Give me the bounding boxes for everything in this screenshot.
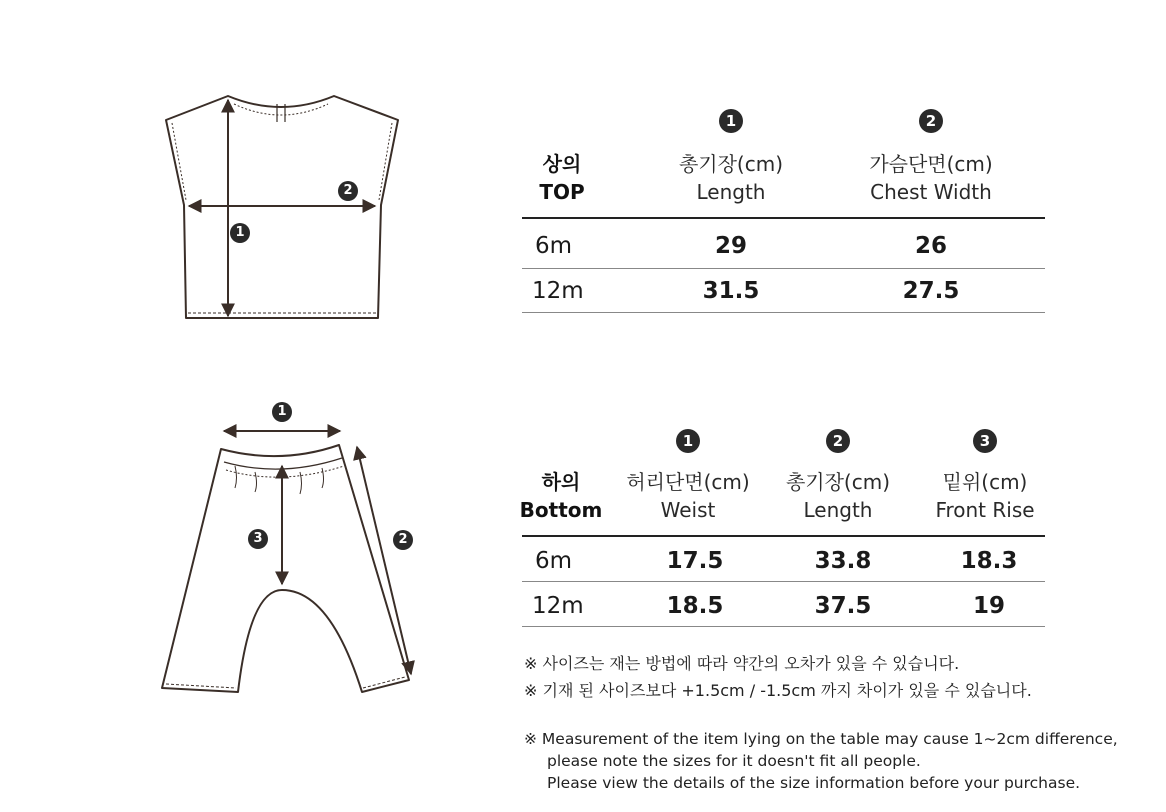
note-en-1: ※ Measurement of the item lying on the table may cause 1~2cm difference, — [524, 730, 1118, 748]
bottom-label — [517, 468, 605, 524]
bottom-row-12m-size: 12m — [532, 593, 584, 619]
note-en-2: please note the sizes for it doesn't fit all people. — [547, 752, 921, 770]
bottom-row-6m-size: 6m — [535, 548, 573, 574]
bottom-col2-ko: 총기장(cm) — [785, 470, 891, 494]
bottom-row-12m-rise: 19 — [972, 593, 1005, 619]
bottom-col3-ko: 밑위(cm) — [942, 470, 1028, 494]
top-chest-marker: 2 — [338, 181, 358, 201]
bottom-header-rule — [522, 535, 1045, 537]
bottom-col1-number: 1 — [676, 429, 700, 453]
bottom-row-12m-waist: 18.5 — [666, 593, 724, 619]
bottom-col3-header — [910, 468, 1060, 524]
top-table-bottom-rule — [522, 312, 1045, 313]
top-col2-header — [850, 150, 1012, 206]
bottom-col3-number: 3 — [973, 429, 997, 453]
top-col2-en: Chest Width — [870, 180, 992, 204]
note-ko-1: ※ 사이즈는 재는 방법에 따라 약간의 오차가 있을 수 있습니다. — [524, 654, 960, 673]
top-row-6m-chest: 26 — [914, 233, 947, 259]
top-col2-ko: 가슴단면(cm) — [869, 152, 993, 176]
top-label-ko: 상의 — [542, 152, 582, 176]
top-row-12m-chest: 27.5 — [902, 278, 960, 304]
top-col1-ko: 총기장(cm) — [678, 152, 784, 176]
bottom-row-12m-length: 37.5 — [814, 593, 872, 619]
bottom-col2-number: 2 — [826, 429, 850, 453]
bottom-length-marker: 2 — [393, 530, 413, 550]
pants-outline — [162, 445, 409, 692]
bottom-col3-en: Front Rise — [935, 498, 1035, 522]
top-col2-number: 2 — [919, 109, 943, 133]
bottom-row-6m-waist: 17.5 — [666, 548, 724, 574]
top-col1-en: Length — [696, 180, 766, 204]
bottom-col1-header — [613, 468, 763, 524]
top-length-marker: 1 — [230, 223, 250, 243]
top-row-6m-length: 29 — [714, 233, 747, 259]
top-label-en: TOP — [539, 180, 585, 204]
top-row-6m-size: 6m — [535, 233, 573, 259]
top-garment-diagram — [150, 85, 420, 335]
bottom-col2-header — [763, 468, 913, 524]
top-row-12m-length: 31.5 — [702, 278, 760, 304]
bottom-waist-marker: 1 — [272, 402, 292, 422]
top-label — [522, 150, 602, 206]
bottom-col1-en: Weist — [660, 498, 716, 522]
bottom-row-6m-length: 33.8 — [814, 548, 872, 574]
top-col1-header — [650, 150, 812, 206]
bottom-label-ko: 하의 — [541, 470, 581, 494]
bottom-col2-en: Length — [803, 498, 873, 522]
note-ko-2: ※ 기재 된 사이즈보다 +1.5cm / -1.5cm 까지 차이가 있을 수 있습니다. — [524, 681, 1032, 700]
top-header-rule — [522, 217, 1045, 219]
bottom-row-divider — [522, 581, 1045, 582]
top-row-divider — [522, 268, 1045, 269]
bottom-row-6m-rise: 18.3 — [960, 548, 1018, 574]
bottom-label-en: Bottom — [519, 498, 603, 522]
top-col1-number: 1 — [719, 109, 743, 133]
bottom-col1-ko: 허리단면(cm) — [626, 470, 750, 494]
note-en-3: Please view the details of the size information before your purchase. — [547, 774, 1081, 792]
bottom-table-bottom-rule — [522, 626, 1045, 627]
bottom-garment-diagram — [150, 395, 430, 715]
top-row-12m-size: 12m — [532, 278, 584, 304]
bottom-rise-marker: 3 — [248, 529, 268, 549]
